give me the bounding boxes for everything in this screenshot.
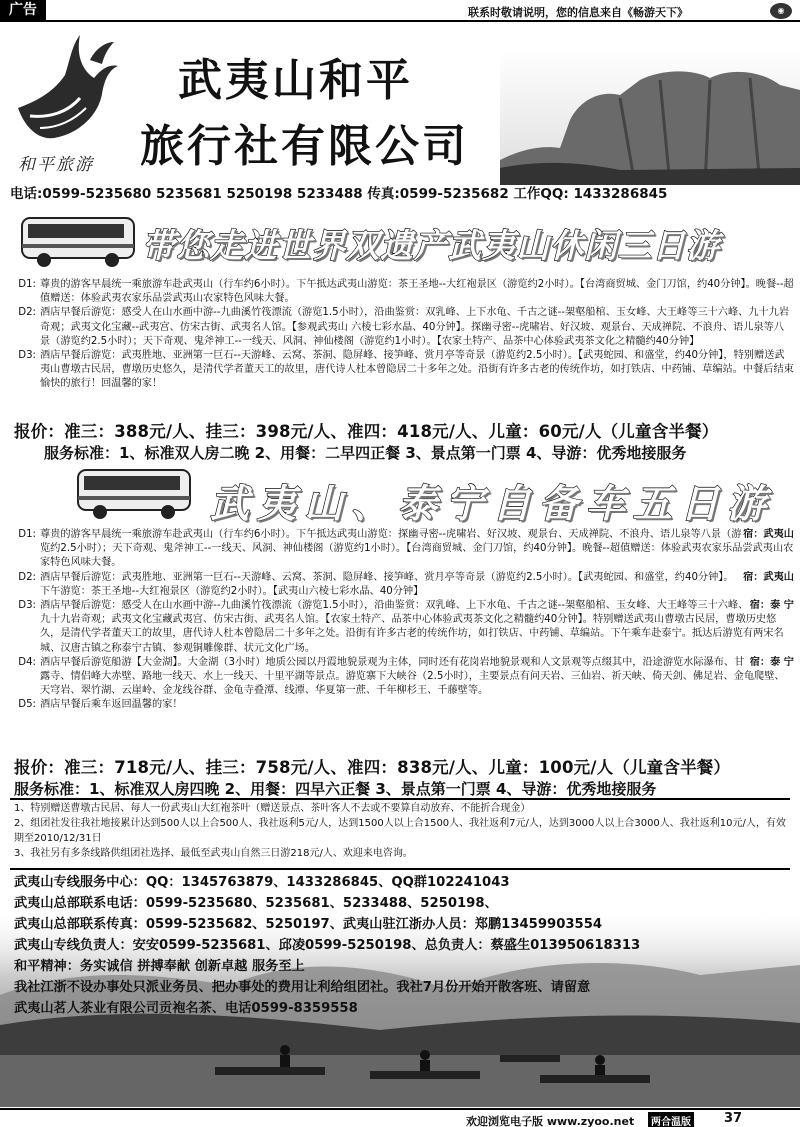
divider (10, 798, 790, 800)
rock-photo (500, 50, 800, 185)
divider (10, 868, 790, 870)
contact-info (14, 872, 794, 1019)
notes (14, 801, 790, 861)
bus-icon (18, 210, 138, 270)
contact-line: 我社江浙不设办事处只派业务员、把办事处的费用让利给组团社。我社7月份开始开散客班、请留意 (14, 980, 591, 995)
edition-badge: 两合温版 (648, 1112, 694, 1127)
note-item: 3、我社另有多条线路供组团社选择、最低至武夷山自然三日游218元/人、欢迎来电咨询。 (14, 848, 413, 859)
tour2-title: 武夷山、泰宁自备车五日游 (210, 481, 775, 527)
bus-icon (74, 462, 194, 522)
footer (0, 1108, 800, 1127)
contact-line: 武夷山专线服务中心：QQ：1345763879、1433286845、QQ群102241043 (14, 875, 510, 890)
tour1-day1: D1: 尊贵的游客早晨统一乘旅游车赴武夷山（行车约6小时）。下午抵达武夷山游览：茶王圣地--大红袍景区（游览约2小时）。【台湾商贸城、金门刀馆，约40分钟】。晚餐--超值赠送：体验武夷农家乐品尝武夷山农家特色风味大餐。 (18, 279, 794, 305)
tour1-itinerary (4, 278, 794, 392)
page-number: 37 (724, 1111, 743, 1126)
contact-line: 武夷山总部联系传真：0599-5235682、5250197、武夷山驻江浙办人员：郑鹏13459903554 (14, 917, 603, 932)
tour1-day3: D3: 酒店早餐后游览：武夷胜地、亚洲第一巨石--天游峰、云窝、茶洞、隐屏峰、接笋峰、赏月亭等奇景（游览约2.5小时）。【武夷蛇园、和盛堂，约40分钟】，特别赠送武夷山曹墩古民居，曹墩历史悠久，是清代学者董天工的故里，唐代诗人杜本曾隐居二十多年之处。沿街有许多古老的传统作坊，如打铁店、中药铺、草编站。中餐后结束愉快的旅行！回温馨的家！ (18, 350, 794, 390)
tour1-title: 带您走进世界双遗产武夷山休闲三日游 (142, 226, 720, 265)
logo-text: 和平旅游 (18, 155, 94, 175)
note-item: 1、特别赠送曹墩古民居、每人一份武夷山大红袍茶叶（赠送景点、茶叶客人不去或不要算自动放弃、不能折合现金） (14, 803, 531, 814)
tour2-day3: D3: 宿：泰 宁 酒店早餐后游览：感受人在山水画中游--九曲溪竹筏漂流（游览1.5小时），沿曲鉴赏：双乳峰、上下水龟、千古之谜--架壑船棺、玉女峰、大王峰等三十六峰、九十九岩奇观；武夷文化宝藏武夷宫、仿宋古街、武夷名人馆。【农家土特产、品茶中心体验武夷茶文化之精髓约40分钟】。特别赠送武夷山曹墩古民居，曹墩历史悠久，是清代学者董天工的故里，唐代诗人杜本曾隐居二十多年之处。沿街有许多古老的传统作坊，如打铁店、中药铺、草编站。下午乘车赴泰宁。抵达后游览有两宋名城、汉唐古镇之称泰宁古镇、参观铜雕像群、状元文化广场。 (18, 600, 794, 654)
top-bar (0, 0, 800, 22)
contact-line: 武夷山茗人茶业有限公司贡袍名茶、电话0599-8359558 (14, 1001, 358, 1016)
globe-icon: ◉ (770, 3, 792, 19)
company-name-line2: 旅行社有限公司 (140, 121, 469, 172)
company-contact-line: 电话:0599-5235680 5235681 5250198 5233488 传真:0599-5235682 工作QQ: 1433286845 (10, 186, 668, 202)
source-note: 联系时敬请说明，您的信息来自《畅游天下》 (468, 6, 688, 19)
tour2-day5: D5: 酒店早餐后乘车返回温馨的家！ (18, 699, 183, 711)
tour2-itinerary (4, 528, 794, 713)
contact-line: 和平精神：务实诚信 拼搏奉献 创新卓越 服务至上 (14, 959, 305, 974)
tour1-day2: D2: 酒店早餐后游览：感受人在山水画中游--九曲溪竹筏漂流（游览1.5小时），沿曲鉴赏：双乳峰、上下水龟、千古之谜--架壑船棺、玉女峰、大王峰等三十六峰、九十九岩奇观；武夷文化宝藏--武夷宫、仿宋古街、武夷名人馆。【参观武夷山 六棱七彩水晶、40分钟】。探幽寻密--虎啸岩、好汉坡、观景台、天成禅院、不浪舟、语儿泉等八景（游览约2.5小时）；天下奇观、鬼斧神工--一线天、风洞、神仙楼阁（游览约1小时）。【农家土特产、品茶中心体验武夷茶文化之精髓约40分钟】 (18, 307, 790, 347)
tour2-service: 服务标准：1、标准双人房四晚 2、用餐：四早六正餐 3、景点第一门票 4、导游：优秀地接服务 (14, 780, 657, 798)
tour2-day1: D1: 宿：武夷山 尊贵的游客早晨统一乘旅游车赴武夷山（行车约6小时）。下午抵达武夷山游览：探幽寻密--虎啸岩、好汉坡、观景台、天成禅院、不浪舟、语儿泉等八景（游览约2.5小时）；天下奇观、鬼斧神工--一线天、风洞、神仙楼阁（游览约1小时）。【台湾商贸城、金门刀馆，约40分钟】。晚餐--超值赠送：体验武夷农家乐品尝武夷山农家特色风味大餐。 (18, 529, 794, 569)
tour2-price: 报价：准三：718元/人、挂三：758元/人、准四：838元/人、儿童：100元/人（儿童含半餐） (14, 758, 731, 777)
company-name-line1: 武夷山和平 (178, 55, 413, 106)
note-item: 2、组团社发往我社地接累计达到500人以上合500人、我社返利5元/人，达到1500人以上合1500人、我社返利7元/人，达到3000人以上合3000人、我社返利10元/人，有效期至2010/12/31日 (14, 818, 786, 844)
website-link[interactable]: 欢迎浏览电子版 www.zyoo.net (466, 1115, 635, 1127)
tour1-service: 服务标准：1、标准双人房二晚 2、用餐：二早四正餐 3、景点第一门票 4、导游：优秀地接服务 (44, 444, 687, 462)
tour2-day4: D4: 宿：泰 宁 酒店早餐后游览船游【大金湖】。大金湖（3小时）地质公园以丹霞地貌景观为主体，同时还有花岗岩地貌景观和人文景观等点缀其中，沿途游览水际瀑布、甘露寺、情侣峰大赤壁、路地一线天、水上一线天、十里平湖等景点。游览寨下大峡谷（2.5小时），主要景点有问天岩、三仙岩、祈天峡、倚天剑、佛足岩、金龟爬壁、天穹岩、翠竹湖、云崖岭、金龙线谷群、金龟寺叠潭、线潭、华夏第一蔗、千年柳杉王、千藤壁等。 (18, 656, 794, 697)
contact-line: 武夷山总部联系电话：0599-5235680、5235681、5233488、5250198、 (14, 896, 498, 911)
tour1-price: 报价：准三：388元/人、挂三：398元/人、准四：418元/人、儿童：60元/人（儿童含半餐） (14, 422, 719, 441)
contact-line: 武夷山专线负责人：安安0599-5235681、邱凌0599-5250198、总负责人：蔡盛生013950618313 (14, 938, 641, 953)
ad-tag: 广告 (0, 0, 46, 20)
tour2-day2: D2: 宿：武夷山 酒店早餐后游览：武夷胜地、亚洲第一巨石--天游峰、云窝、茶洞、隐屏峰、接笋峰、赏月亭等奇景（游览约2.5小时）。【武夷蛇园、和盛堂，约40分钟】。下午游览：茶王圣地--大红袍景区（游览约2小时）。【武夷山六棱七彩水晶、40分钟】 (18, 571, 794, 597)
